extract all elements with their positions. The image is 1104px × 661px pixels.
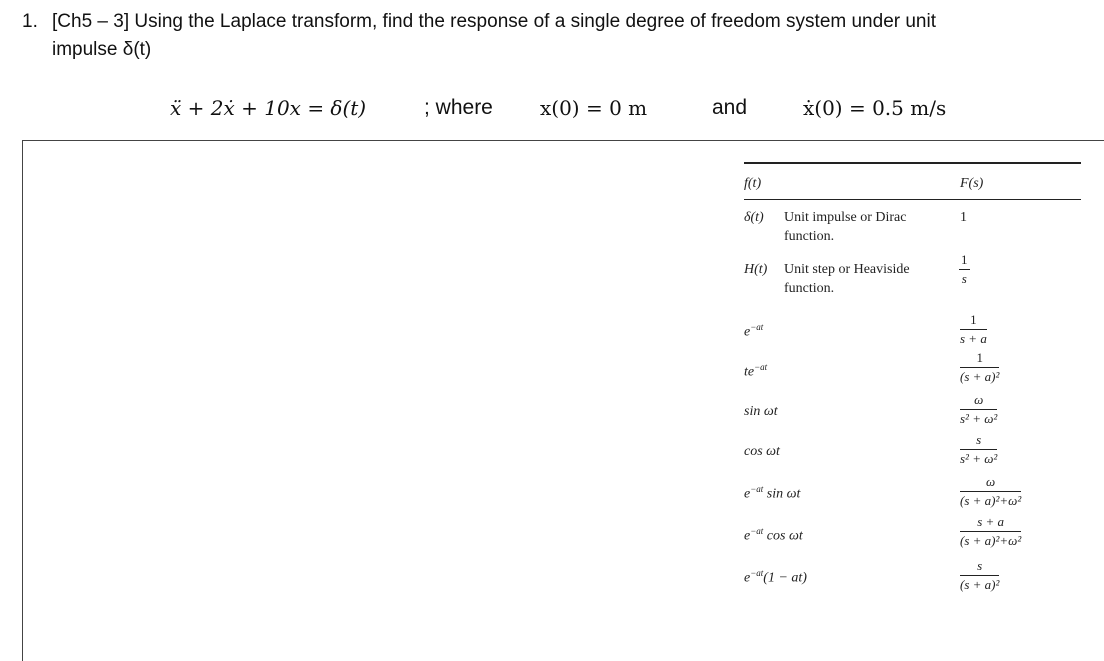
row-desc: Unit impulse or Dirac	[784, 210, 907, 225]
row-F: $\frac{1}{s}$	[961, 252, 968, 286]
question-line-1: [Ch5 – 3] Using the Laplace transform, find the response of a single degree of freedom system under unit	[52, 11, 937, 32]
row-f: $e^{-at}$ cos ωt	[744, 526, 803, 544]
header-f: f(t)	[744, 176, 762, 191]
row-desc: Unit step or Heaviside	[784, 262, 910, 277]
row-F: $\frac{1}{s + a}$	[960, 312, 987, 346]
question-number: 1.	[22, 11, 38, 32]
row-F: $\frac{\omega}{\text{(s + a)²+ω²}}$	[960, 474, 1022, 508]
row-f: cos ωt	[744, 444, 780, 459]
row-F: $\frac{\omega}{\text{s² + ω²}}$	[960, 392, 998, 426]
question-line-2: impulse δ(t)	[52, 39, 152, 60]
row-f: $e^{-at}$	[744, 322, 764, 340]
initial-condition-position: x(0) = 0 m	[540, 96, 648, 120]
row-F: $\frac{s}{\text{s² + ω²}}$	[960, 432, 998, 466]
row-F: $\frac{s}{\text{(s + a)²}}$	[960, 558, 1000, 592]
row-F: $\frac{1}{\text{(s + a)²}}$	[960, 350, 1000, 384]
where-label: ; where	[424, 96, 493, 119]
table-top-rule	[744, 162, 1081, 164]
row-f: H(t)	[744, 262, 768, 277]
row-f: sin ωt	[744, 404, 778, 419]
row-F: $\frac{s + a}{\text{(s + a)²+ω²}}$	[960, 514, 1022, 548]
and-label: and	[712, 96, 748, 119]
header-F: F(s)	[960, 176, 984, 191]
laplace-table-frame	[22, 140, 1104, 661]
row-desc: function.	[784, 281, 835, 296]
row-F: 1	[960, 210, 967, 225]
row-desc: function.	[784, 229, 835, 244]
row-f: δ(t)	[744, 210, 764, 225]
ode-equation: ẍ + 2ẋ + 10x = δ(t)	[170, 96, 367, 120]
row-f: $e^{-at}$ sin ωt	[744, 484, 801, 502]
table-header-rule	[744, 199, 1081, 200]
row-f: $e^{-at}(1 - at)$	[744, 568, 807, 586]
initial-condition-velocity: ẋ(0) = 0.5 m/s	[803, 96, 947, 120]
question-text	[22, 8, 1092, 64]
row-f: $te^{-at}$	[744, 362, 768, 380]
